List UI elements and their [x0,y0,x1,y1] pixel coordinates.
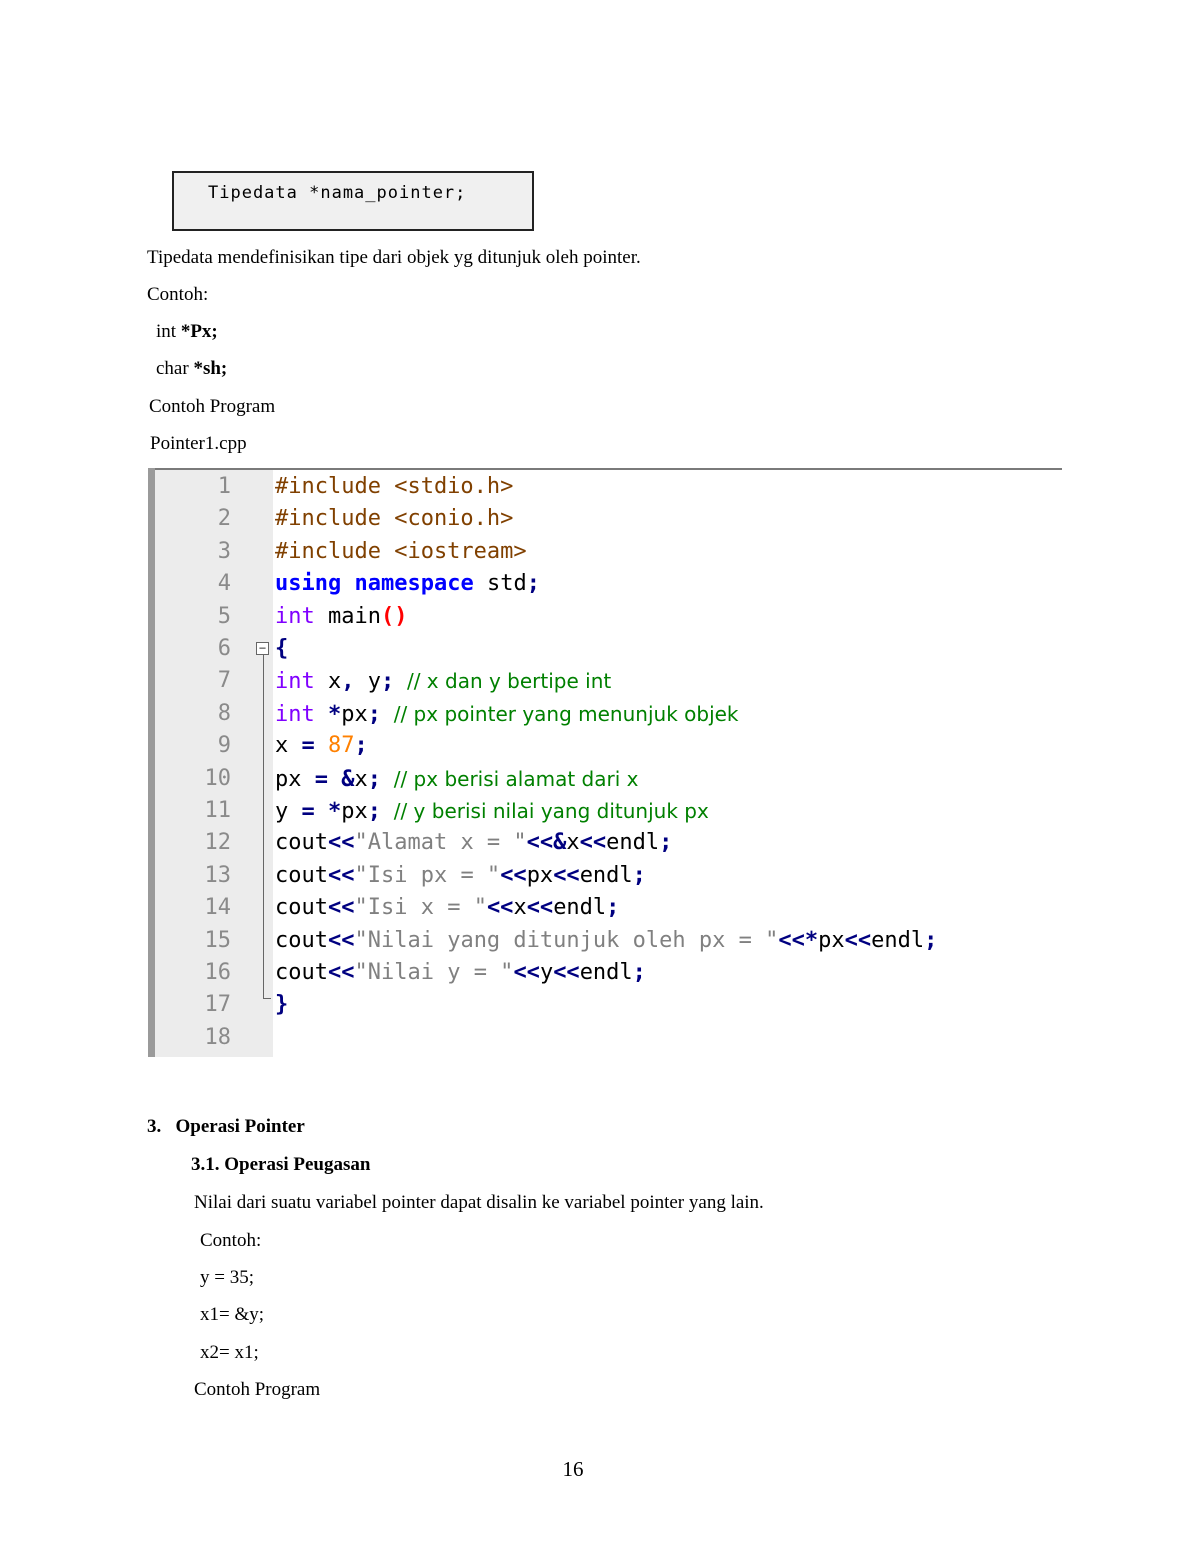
line-number: 13 [204,862,231,888]
code-token: x [354,766,368,792]
code-token: endl [579,960,633,985]
code-token: * [328,701,342,727]
code-text [275,860,646,892]
example-int-decl: *Px; [180,321,218,342]
line-number: 12 [204,830,231,856]
code-token: using [275,571,342,597]
section-example-line-2: x1= &y; [200,1304,265,1325]
line-number: 14 [204,895,231,921]
line-number: 1 [217,474,231,499]
code-token: // px pointer yang menunjuk objek [381,701,739,726]
code-token: px [818,927,845,953]
code-token: { [275,636,289,661]
code-text [275,892,619,924]
line-number: 18 [204,1024,231,1050]
code-top-border [148,468,1062,470]
code-token: // px berisi alamat dari x [381,766,639,791]
code-token: ; [367,766,381,792]
syntax-text: Tipedata *nama_pointer; [208,183,467,203]
code-token: << [526,895,554,921]
code-token: // x dan y bertipe int [394,669,612,694]
line-number: 7 [217,668,231,694]
code-token: << [327,960,355,985]
code-token: ; [606,895,620,921]
code-token: x [275,733,302,759]
code-token: <<& [526,830,567,856]
code-token: << [513,960,540,985]
code-token: cout [275,862,328,888]
line-number: 10 [204,765,231,791]
code-text [275,989,288,1021]
code-token: ; [526,571,540,597]
code-token: ; [367,799,381,824]
code-token: <<* [778,927,819,953]
code-token: ; [924,927,938,953]
code-text [275,633,288,665]
section-program-label: Contoh Program [194,1379,321,1400]
line-number: 3 [217,538,231,564]
code-token: () [380,603,408,629]
line-number: 16 [204,960,231,985]
code-token: endl [606,830,660,856]
code-token: endl [871,927,925,953]
section-example-line-3: x2= x1; [200,1342,259,1363]
line-number: 4 [217,571,231,597]
line-number: 2 [217,506,231,532]
code-token: 87 [314,733,355,759]
line-number: 8 [217,700,231,726]
code-token: int [275,669,315,695]
code-token [315,799,328,824]
code-token: y [275,799,302,824]
program-filename: Pointer1.cpp [150,433,247,454]
code-token: cout [275,960,328,985]
code-token: endl [553,895,607,921]
code-token: int [275,603,315,629]
code-text [275,568,540,600]
code-token: #include <stdio.h> [275,474,514,499]
line-number: 11 [204,798,231,823]
code-token: x [314,669,342,695]
code-text [275,730,368,762]
example-int-pointer [156,321,218,343]
code-token: endl [579,862,633,888]
code-token: = [314,766,328,792]
code-listing [148,468,1062,1057]
code-token: << [327,862,355,888]
code-token: = [301,799,315,824]
line-number: 6 [217,636,231,661]
code-token: ; [632,960,646,985]
code-token: * [328,799,342,824]
code-token: "Nilai yang ditunjuk oleh px = " [354,927,779,953]
code-token: << [486,895,514,921]
code-token: ; [367,701,381,727]
code-text [275,795,709,828]
code-token: << [579,830,607,856]
code-token: #include <conio.h> [275,506,514,532]
code-text [275,601,407,633]
fold-line [263,655,264,998]
code-text [275,957,646,989]
code-text [275,698,739,731]
code-token: ; [354,733,368,759]
definition-text: Tipedata mendefinisikan tipe dari objek yg ditunjuk oleh pointer. [147,247,641,268]
example-label: Contoh: [147,284,209,305]
code-token: << [327,895,355,921]
code-token: y [354,669,381,695]
section-example-line-1: y = 35; [200,1267,254,1288]
code-text [275,763,638,796]
code-token: namespace [354,571,474,597]
code-token: ; [659,830,673,856]
code-token [315,702,328,727]
example-char-type: char [156,358,194,379]
code-token: y [539,960,554,985]
code-token [341,571,354,596]
subsection-heading: 3.1. Operasi Peugasan [191,1154,371,1175]
code-token: std [473,571,527,597]
code-token: , [341,669,355,695]
section-paragraph: Nilai dari suatu variabel pointer dapat disalin ke variabel pointer yang lain. [194,1192,764,1213]
code-token: px [526,862,554,888]
section-example-label: Contoh: [200,1230,262,1251]
code-token: cout [275,895,328,921]
code-text [275,665,611,698]
code-token: #include <iostream> [275,538,527,564]
code-token: "Alamat x = " [354,830,527,856]
code-text [275,925,937,957]
code-token: cout [275,830,328,856]
code-token: "Isi x = " [354,895,487,921]
code-token: ; [381,669,395,695]
fold-collapse-icon[interactable]: − [256,642,269,655]
code-token: px [341,799,368,824]
line-number: 15 [204,927,231,953]
code-text [275,536,527,568]
code-token: & [341,766,355,792]
code-token: ; [632,862,646,888]
code-token: // y berisi nilai yang ditunjuk px [381,799,709,823]
example-char-pointer [156,358,227,380]
code-token: = [301,733,315,759]
code-token: << [844,927,872,953]
code-token: int [275,701,315,727]
line-number: 17 [204,992,231,1018]
code-text [275,471,513,503]
line-number: 5 [217,603,231,629]
code-token: << [327,830,355,856]
code-left-border [148,468,155,1057]
section-heading: 3. Operasi Pointer [147,1116,305,1137]
code-token: << [500,862,527,888]
code-token: "Isi px = " [354,862,501,888]
line-number: 9 [217,733,231,759]
example-int-type: int [156,321,181,342]
code-token: x [566,830,580,856]
code-token: << [553,960,580,985]
code-text [275,827,672,859]
code-token: << [327,927,355,953]
code-token: px [275,766,315,792]
code-token: << [553,862,580,888]
code-token: } [275,992,289,1018]
page-number: 16 [562,1457,584,1481]
code-token: cout [275,927,328,953]
code-token: "Nilai y = " [354,960,514,985]
example-char-decl: *sh; [193,358,228,379]
program-label: Contoh Program [149,396,276,417]
code-token [328,767,341,792]
fold-end-marker [263,998,271,999]
code-token: x [513,895,527,921]
syntax-box [172,171,534,231]
code-token: px [341,701,368,727]
code-text [275,503,513,535]
code-token: main [314,603,381,629]
